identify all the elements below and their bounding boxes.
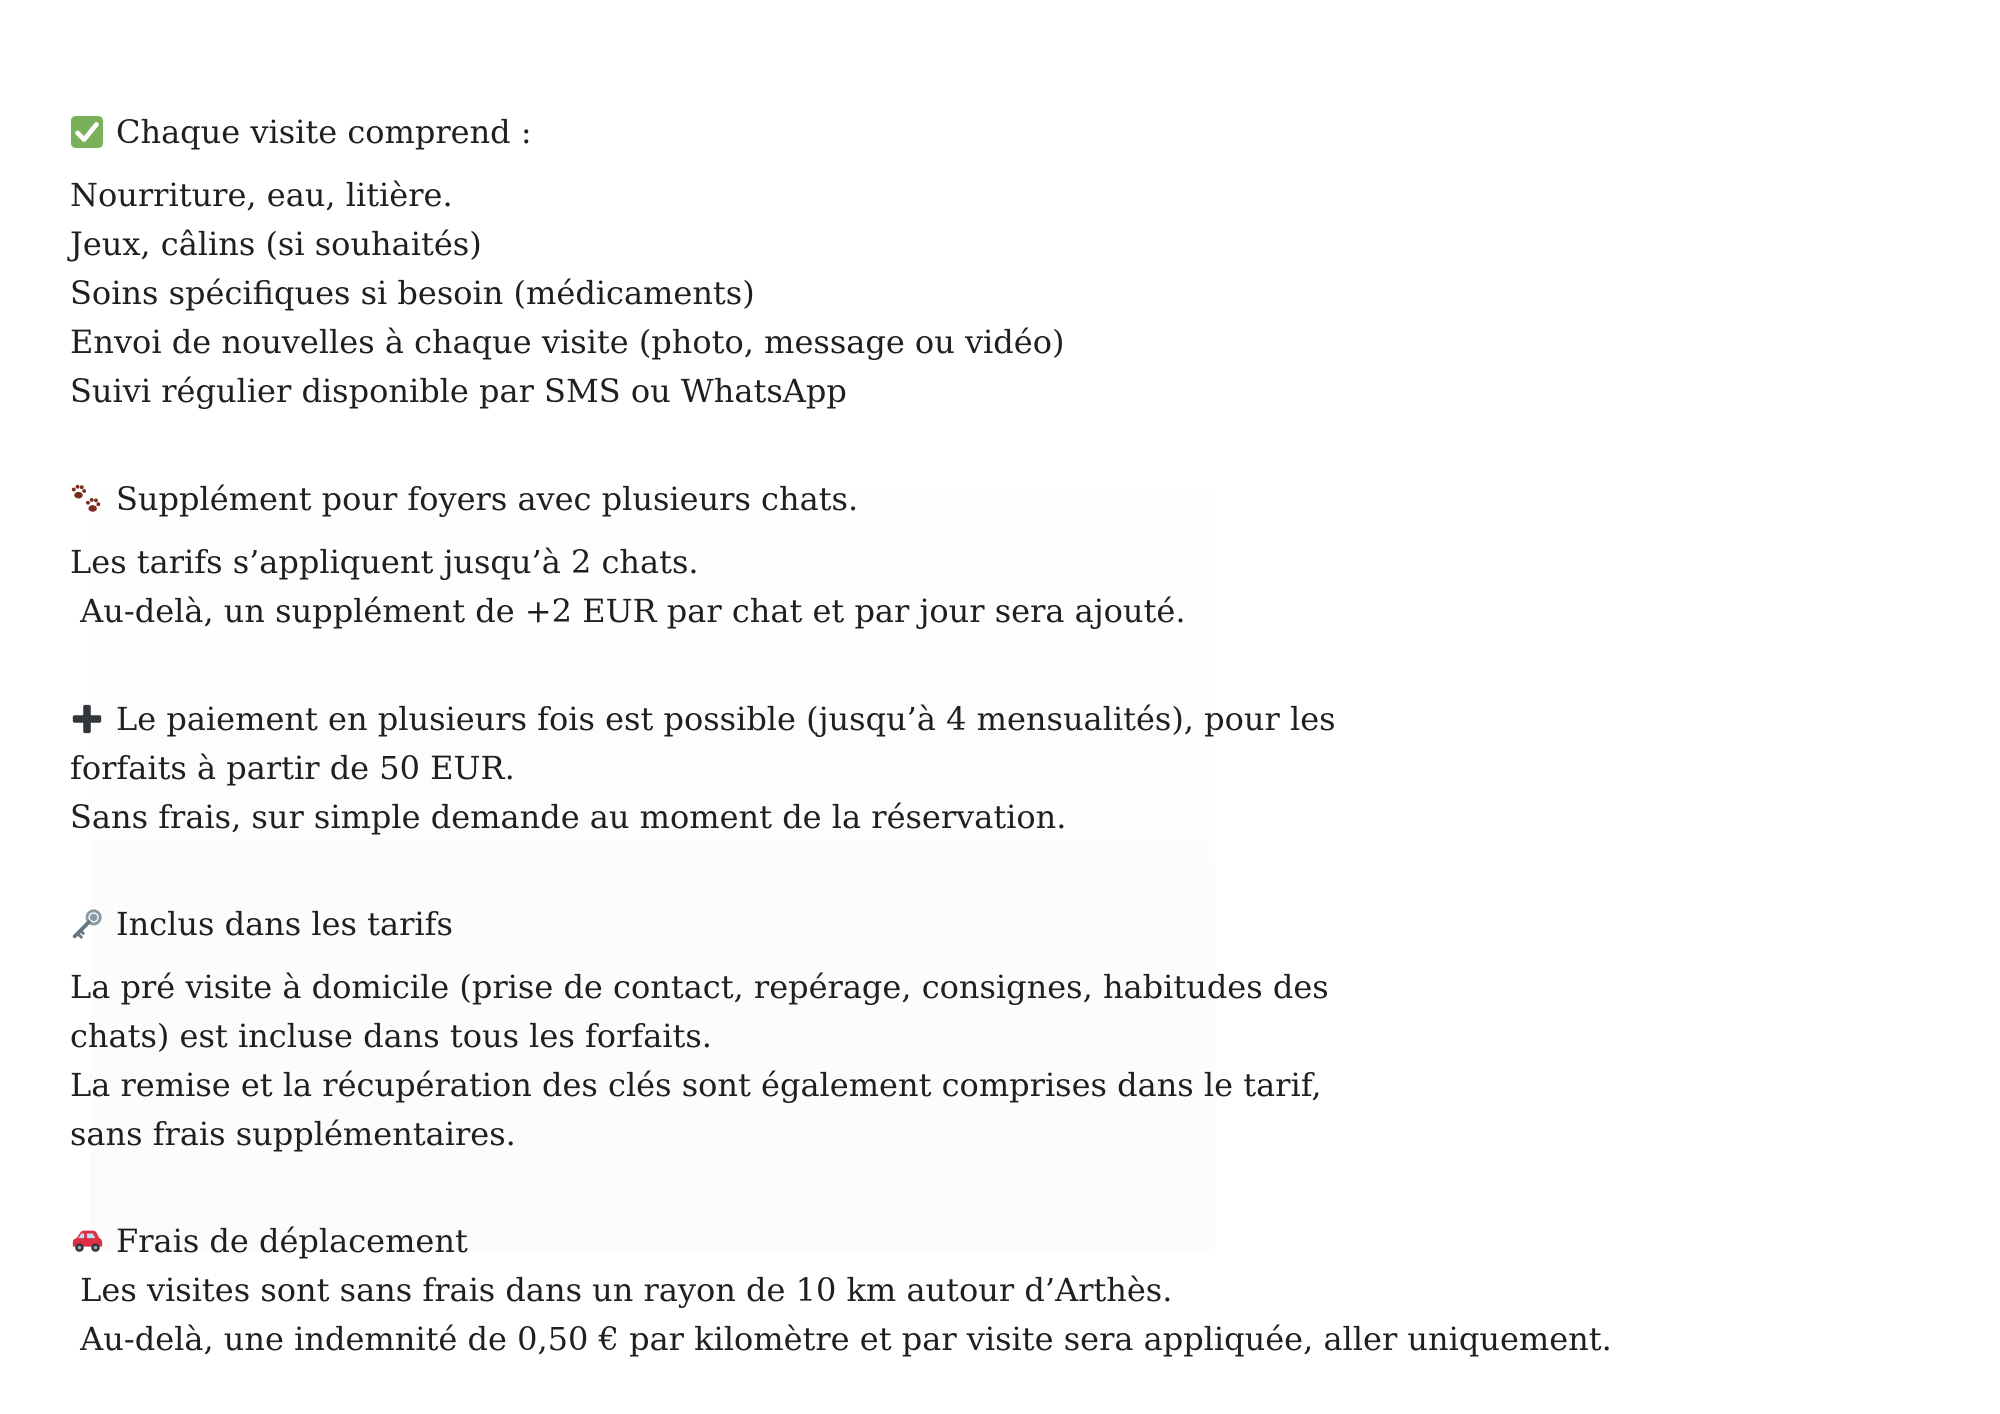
body-line: La remise et la récupération des clés sont également comprises dans le tarif,	[70, 1066, 1322, 1104]
check-mark-button-icon	[70, 115, 104, 149]
section-payment	[70, 694, 1920, 842]
body-line: La pré visite à domicile (prise de contact, repérage, consignes, habitudes des	[70, 968, 1329, 1006]
section-supplement-heading	[70, 474, 1920, 524]
section-included	[70, 899, 1920, 1159]
key-icon	[70, 907, 104, 941]
body-line: Sans frais, sur simple demande au moment de la réservation.	[70, 798, 1067, 836]
section-body	[70, 1266, 1920, 1364]
body-line: sans frais supplémentaires.	[70, 1115, 516, 1153]
paw-prints-icon	[70, 482, 104, 516]
body-line: chats) est incluse dans tous les forfaits.	[70, 1017, 712, 1055]
body-line: Jeux, câlins (si souhaités)	[70, 225, 482, 263]
section-body	[70, 171, 1920, 416]
section-body	[70, 963, 1920, 1159]
section-visit-heading	[70, 107, 1920, 157]
body-line: Au-delà, une indemnité de 0,50 € par kilomètre et par visite sera appliquée, aller uniquement.	[70, 1320, 1612, 1358]
body-line: Les tarifs s’appliquent jusqu’à 2 chats.	[70, 543, 699, 581]
section-title: Frais de déplacement	[116, 1222, 468, 1260]
section-title: Supplément pour foyers avec plusieurs chats.	[116, 480, 859, 518]
body-line: Suivi régulier disponible par SMS ou WhatsApp	[70, 372, 847, 410]
section-title: Le paiement en plusieurs fois est possible (jusqu’à 4 mensualités), pour les	[116, 700, 1336, 738]
car-icon	[70, 1224, 104, 1258]
section-travel-heading	[70, 1216, 1920, 1266]
section-title: Chaque visite comprend :	[116, 113, 532, 151]
body-line: Soins spécifiques si besoin (médicaments)	[70, 274, 755, 312]
section-supplement	[70, 474, 1920, 636]
section-body	[70, 744, 1920, 842]
section-body	[70, 538, 1920, 636]
section-travel	[70, 1216, 1920, 1364]
body-line: Les visites sont sans frais dans un rayon de 10 km autour d’Arthès.	[70, 1271, 1173, 1309]
section-title: Inclus dans les tarifs	[116, 905, 453, 943]
section-visit	[70, 107, 1920, 416]
section-included-heading	[70, 899, 1920, 949]
body-line: Nourriture, eau, litière.	[70, 176, 453, 214]
body-line: forfaits à partir de 50 EUR.	[70, 749, 515, 787]
body-line: Envoi de nouvelles à chaque visite (photo, message ou vidéo)	[70, 323, 1065, 361]
section-payment-heading	[70, 694, 1920, 744]
body-line: Au-delà, un supplément de +2 EUR par chat et par jour sera ajouté.	[70, 592, 1186, 630]
plus-icon	[70, 702, 104, 736]
